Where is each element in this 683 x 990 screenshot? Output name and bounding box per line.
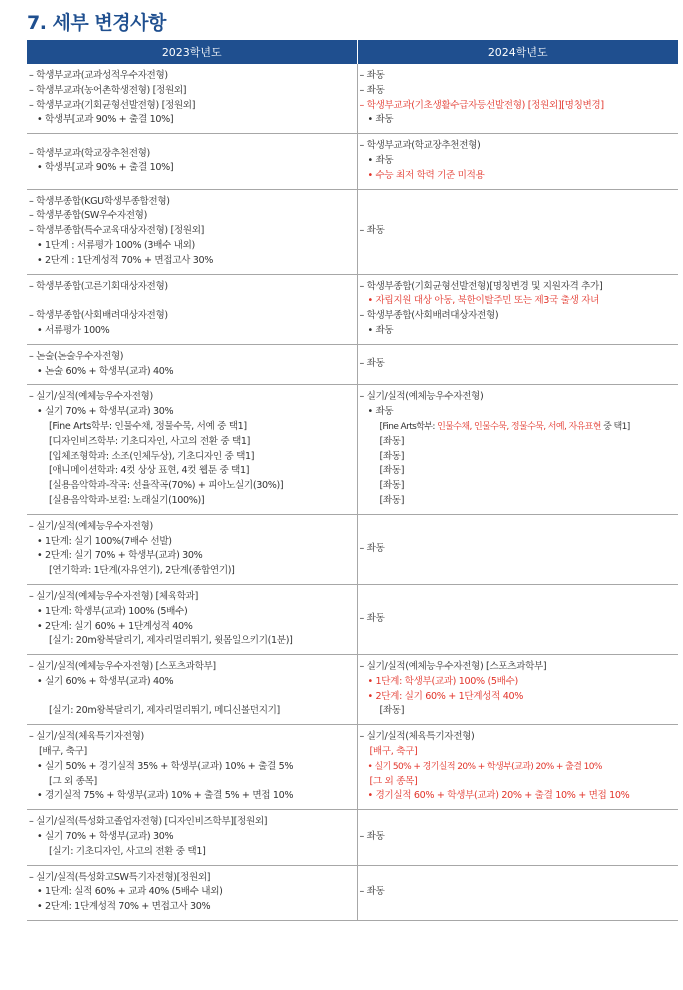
cell-2023 <box>27 514 357 584</box>
cell-2023 <box>27 134 357 189</box>
line: • 실기 70% + 학생부(교과) 30% <box>29 405 353 420</box>
cell-2024 <box>357 810 678 865</box>
line: [실용음악학과-보컬: 노래실기(100%)] <box>49 494 205 506</box>
table-row <box>27 725 678 810</box>
changed-line: • 경기실적 60% + 학생부(교과) 20% + 출결 10% + 면접 10% <box>360 789 675 804</box>
line: – 실기/실적(특성화고졸업자전형) [디자인비즈학부][정원외] <box>29 815 353 830</box>
cell-2024 <box>357 514 678 584</box>
header-2024: 2024학년도 <box>357 40 678 64</box>
table-row <box>27 189 678 274</box>
table-row <box>27 810 678 865</box>
line: • 좌동 <box>360 405 675 420</box>
line: [연기학과: 1단계(자유연기), 2단계(종합연기)] <box>49 565 235 577</box>
line: – 학생부교과(농어촌학생전형) [정원외] <box>29 84 353 99</box>
line: – 좌동 <box>360 357 675 372</box>
line: [실용음악학과-작곡: 선율작곡(70%) + 피아노실기(30%)] <box>49 480 284 492</box>
cell-2023 <box>27 64 357 134</box>
line: • 실기 50% + 경기실적 35% + 학생부(교과) 10% + 출결 5% <box>29 760 353 775</box>
line: – 학생부종합(고른기회대상자전형) <box>29 280 353 295</box>
cell-2023 <box>27 810 357 865</box>
changed-line: • 1단계: 학생부(교과) 100% (5배수) <box>360 675 675 690</box>
line: – 실기/실적(예체능우수자전형) [스포츠과학부] <box>360 660 675 675</box>
table-row <box>27 274 678 344</box>
line: [좌동] <box>379 494 405 506</box>
line: – 학생부종합(사회배려대상자전형) <box>360 309 675 324</box>
line: • 좌동 <box>360 113 675 128</box>
cell-2023 <box>27 344 357 385</box>
line <box>360 420 675 435</box>
cell-2023 <box>27 655 357 725</box>
cell-2024 <box>357 865 678 920</box>
line: • 좌동 <box>360 324 675 339</box>
text-part: [Fine Arts학부: <box>379 421 438 432</box>
changed-line: [배구, 축구] <box>369 746 418 758</box>
line: – 좌동 <box>360 612 675 627</box>
line: • 2단계 : 1단계성적 70% + 면접고사 30% <box>29 254 353 269</box>
line: • 2단계: 실기 60% + 1단계성적 40% <box>29 620 353 635</box>
line: [좌동] <box>379 435 405 447</box>
line: [그 외 종목] <box>49 775 97 787</box>
line: [실기: 기초디자인, 사고의 전환 중 택1] <box>49 845 206 857</box>
line: – 학생부종합(기회균형선발전형)[명칭변경 및 지원자격 추가] <box>360 280 675 295</box>
line: • 서류평가 100% <box>29 324 353 339</box>
line: [실기: 20m왕복달리기, 제자리멀리뛰기, 메디신볼던지기] <box>49 705 280 717</box>
table-row <box>27 584 678 654</box>
spacer <box>29 690 353 705</box>
cell-2023 <box>27 274 357 344</box>
line: – 좌동 <box>360 84 675 99</box>
line: [애니메이션학과: 4컷 상상 표현, 4컷 웹툰 중 택1] <box>49 465 250 477</box>
cell-2023 <box>27 725 357 810</box>
table-row <box>27 655 678 725</box>
line: [실기: 20m왕복달리기, 제자리멀리뛰기, 윗몸일으키기(1분)] <box>49 635 293 647</box>
table-row <box>27 385 678 514</box>
line: – 실기/실적(예체능우수자전형) <box>29 390 353 405</box>
table-row <box>27 344 678 385</box>
line: – 학생부종합(사회배려대상자전형) <box>29 309 353 324</box>
line: • 실기 70% + 학생부(교과) 30% <box>29 830 353 845</box>
line: • 1단계: 실기 100%(7배수 선발) <box>29 535 353 550</box>
line: – 실기/실적(체육특기자전형) <box>360 730 675 745</box>
cell-2024 <box>357 725 678 810</box>
line: – 실기/실적(예체능우수자전형) [스포츠과학부] <box>29 660 353 675</box>
line: • 1단계: 실적 60% + 교과 40% (5배수 내외) <box>29 885 353 900</box>
line: – 실기/실적(특성화고SW특기자전형)[정원외] <box>29 871 353 886</box>
line: [입체조형학과: 소조(인체두상), 기초디자인 중 택1] <box>49 450 255 462</box>
table-row <box>27 64 678 134</box>
cell-2024 <box>357 274 678 344</box>
line: • 좌동 <box>360 154 675 169</box>
line: – 학생부교과(교과성적우수자전형) <box>29 69 353 84</box>
line: – 학생부종합(특수교육대상자전형) [정원외] <box>29 224 353 239</box>
line: [Fine Arts학부: 인물수채, 정물수묵, 서예 중 택1] <box>49 420 247 432</box>
line: – 실기/실적(예체능우수자전형) [체육학과] <box>29 590 353 605</box>
changed-line: • 수능 최저 학력 기준 미적용 <box>360 169 675 184</box>
text-part: 중 택1] <box>600 421 630 432</box>
line: – 좌동 <box>360 69 675 84</box>
changed-line: • 실기 50% + 경기실적 20% + 학생부(교과) 20% + 출결 10% <box>360 760 675 775</box>
changed-line: [그 외 종목] <box>369 775 418 787</box>
header-2023: 2023학년도 <box>27 40 357 64</box>
line: • 논술 60% + 학생부(교과) 40% <box>29 365 353 380</box>
changed-text: 인물수채, 인물수묵, 정물수묵, 서예, 자유표현 <box>437 421 601 432</box>
cell-2023 <box>27 865 357 920</box>
line: – 좌동 <box>360 885 675 900</box>
comparison-table <box>27 40 678 921</box>
table-row <box>27 865 678 920</box>
line: • 경기실적 75% + 학생부(교과) 10% + 출결 5% + 면접 10% <box>29 789 353 804</box>
table-row <box>27 134 678 189</box>
line: [좌동] <box>379 705 405 717</box>
line: • 학생부[교과 90% + 출결 10%] <box>29 113 353 128</box>
line: • 1단계 : 서류평가 100% (3배수 내외) <box>29 239 353 254</box>
line: – 논술(논술우수자전형) <box>29 350 353 365</box>
cell-2024 <box>357 655 678 725</box>
cell-2024 <box>357 385 678 514</box>
cell-2024 <box>357 134 678 189</box>
line: – 실기/실적(예체능우수자전형) <box>29 520 353 535</box>
line: – 실기/실적(예체능우수자전형) <box>360 390 675 405</box>
changed-line: – 학생부교과(기초생활수급자등선발전형) [정원외][명칭변경] <box>360 99 675 114</box>
line: – 학생부종합(KGU학생부종합전형) <box>29 195 353 210</box>
table-header <box>27 40 678 64</box>
changed-line: • 자립지원 대상 아동, 북한이탈주민 또는 제3국 출생 자녀 <box>360 294 675 309</box>
line: – 좌동 <box>360 830 675 845</box>
changed-line: • 2단계: 실기 60% + 1단계성적 40% <box>360 690 675 705</box>
line: • 2단계: 실기 70% + 학생부(교과) 30% <box>29 549 353 564</box>
line: • 학생부[교과 90% + 출결 10%] <box>29 161 353 176</box>
line: – 학생부교과(학교장추천전형) <box>360 139 675 154</box>
spacer <box>29 294 353 309</box>
line: [좌동] <box>379 465 405 477</box>
cell-2023 <box>27 385 357 514</box>
table-row <box>27 514 678 584</box>
cell-2024 <box>357 189 678 274</box>
line: – 실기/실적(체육특기자전형) <box>29 730 353 745</box>
cell-2024 <box>357 344 678 385</box>
line: [좌동] <box>379 450 405 462</box>
cell-2023 <box>27 189 357 274</box>
section-title: 7. 세부 변경사항 <box>27 12 166 34</box>
line: – 좌동 <box>360 224 675 239</box>
cell-2024 <box>357 64 678 134</box>
line: • 1단계: 학생부(교과) 100% (5배수) <box>29 605 353 620</box>
line: • 실기 60% + 학생부(교과) 40% <box>29 675 353 690</box>
line: – 좌동 <box>360 542 675 557</box>
line: [배구, 축구] <box>39 746 87 758</box>
line: – 학생부교과(학교장추천전형) <box>29 147 353 162</box>
line: – 학생부종합(SW우수자전형) <box>29 209 353 224</box>
cell-2023 <box>27 584 357 654</box>
cell-2024 <box>357 584 678 654</box>
line: [디자인비즈학부: 기초디자인, 사고의 전환 중 택1] <box>49 435 251 447</box>
line: • 2단계: 1단계성적 70% + 면접고사 30% <box>29 900 353 915</box>
line: [좌동] <box>379 480 405 492</box>
line: – 학생부교과(기회균형선발전형) [정원외] <box>29 99 353 114</box>
